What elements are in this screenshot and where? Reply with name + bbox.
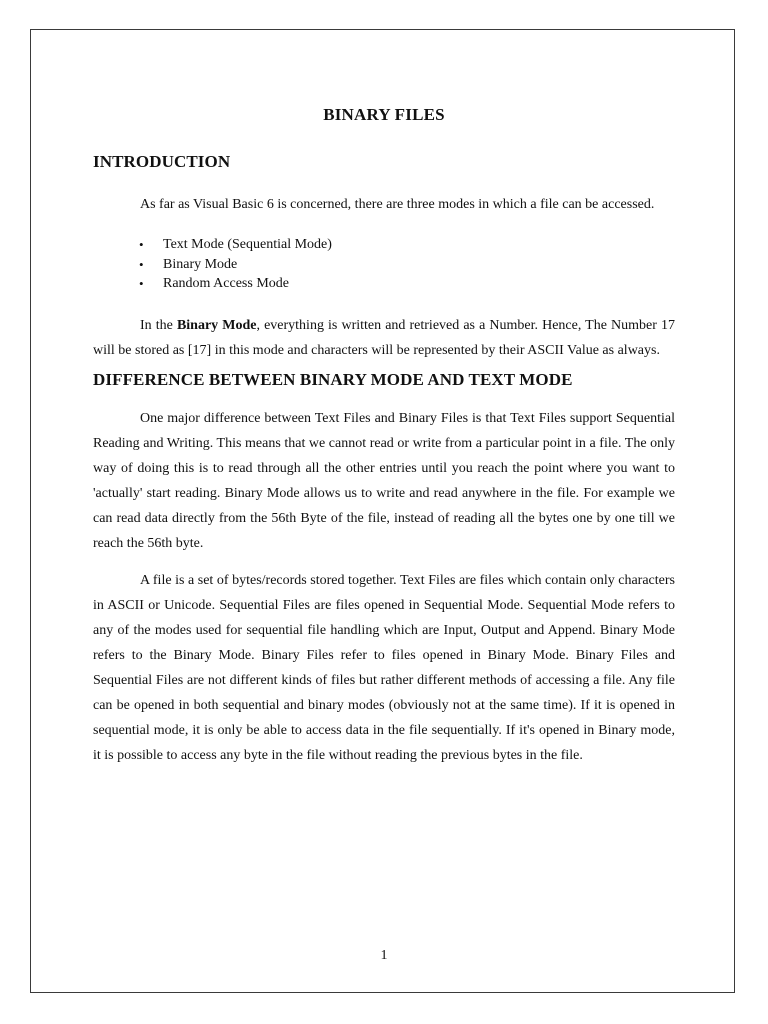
difference-heading: DIFFERENCE BETWEEN BINARY MODE AND TEXT MODE xyxy=(93,369,573,389)
paragraph-text-before: In the xyxy=(140,317,177,333)
binary-mode-emphasis: Binary Mode xyxy=(176,317,257,333)
list-item xyxy=(93,255,675,275)
bullet-icon: • xyxy=(139,256,144,272)
list-item-text: Binary Mode xyxy=(163,256,238,272)
list-item-text: Text Mode (Sequential Mode) xyxy=(163,237,332,252)
page-number: 1 xyxy=(380,948,388,963)
difference-paragraph-2: A file is a set of bytes/records stored together. Text Files are files which contain only characters in ASCII or Unicode. Sequential Files are files opened in Sequential Mode. Sequential Mode refers to any of the modes used for sequential file handling which are Input, Output and Append. Binary Mode refers to the Binary Mode. Binary Files refer to files opened in Binary Mode. Binary Files and Sequential Files are not different kinds of files but rather different methods of accessing a file. Any file can be opened in both sequential and binary modes (obviously not at the same time). If it is opened in sequential mode, it is only be able to access data in the file sequentially. If it's opened in Binary mode, it is possible to access any byte in the file without reading the previous bytes in the file. xyxy=(93,572,675,763)
introduction-paragraph-2 xyxy=(93,313,675,363)
bullet-icon: • xyxy=(139,276,144,291)
introduction-paragraph-1: As far as Visual Basic 6 is concerned, there are three modes in which a file can be accessed. xyxy=(140,197,655,212)
list-item-text: Random Access Mode xyxy=(163,276,289,291)
paragraph-text-after: , everything is written and retrieved as a Number. Hence, The Number 17 will be stored as [17] in this mode and characters will be represented by their ASCII Value as always. xyxy=(93,317,675,358)
bullet-icon: • xyxy=(139,237,144,252)
difference-paragraph-1: One major difference between Text Files and Binary Files is that Text Files support Sequential Reading and Writing. This means that we cannot read or write from a particular point in a file. The only way of doing this is to read through all the other entries until you reach the point where you want to 'actually' start reading. Binary Mode allows us to write and read anywhere in the file. For example we can read data directly from the 56th Byte of the file, instead of reading all the bytes one by one till we reach the 56th byte. xyxy=(93,410,675,551)
list-item xyxy=(93,235,675,255)
document-body xyxy=(93,105,675,768)
document-title: BINARY FILES xyxy=(323,105,445,124)
access-modes-list xyxy=(93,235,675,294)
list-item xyxy=(93,274,675,294)
introduction-heading: INTRODUCTION xyxy=(93,152,231,171)
